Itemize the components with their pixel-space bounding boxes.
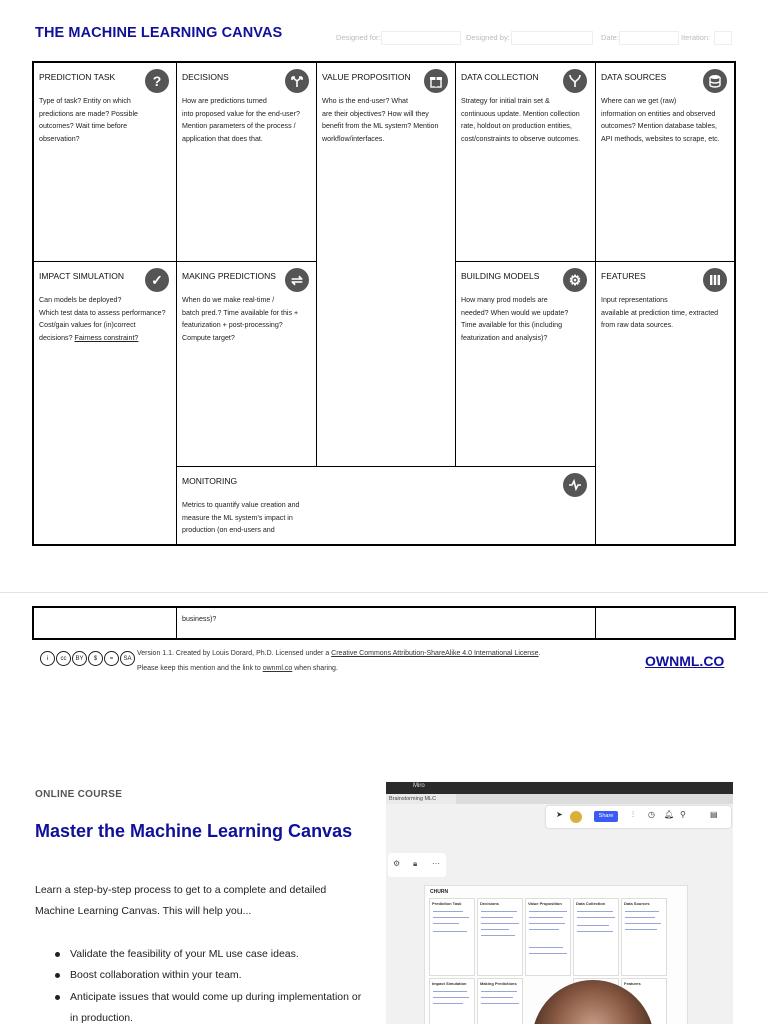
designed-for-label: Designed for: bbox=[336, 33, 381, 42]
cell-title: VALUE PROPOSITION bbox=[322, 72, 411, 82]
cc-badge: $ bbox=[88, 651, 103, 666]
cc-badge: BY bbox=[72, 651, 87, 666]
miro-titlebar bbox=[386, 782, 733, 794]
cell-body: How are predictions turned into proposed value for the end-user? Mention parameters of the process / application that does that. bbox=[182, 97, 300, 143]
iteration-field[interactable] bbox=[714, 31, 732, 45]
cell-title: IMPACT SIMULATION bbox=[39, 271, 125, 281]
board-card bbox=[477, 978, 523, 1024]
board-card-title: Impact Simulation bbox=[432, 981, 467, 986]
notes-icon: ▤ bbox=[710, 810, 718, 819]
board-card bbox=[621, 898, 667, 976]
board-card-title: Features bbox=[624, 981, 641, 986]
grid-line bbox=[176, 608, 177, 638]
cell-body: Type of task? Entity on which predictions are made? Possible outcomes? Wait time before observation? bbox=[39, 97, 138, 143]
board-card bbox=[573, 898, 619, 976]
timer-icon: ◷ bbox=[648, 810, 655, 819]
board-card bbox=[477, 898, 523, 976]
license-text: when sharing. bbox=[292, 665, 338, 672]
cell-building-models bbox=[456, 262, 595, 466]
cell-body: How many prod models are needed? When would we update? Time available for this (including featurization and analysis)? bbox=[461, 296, 569, 342]
cell-body: Metrics to quantify value creation and measure the ML system’s impact in production (on end-users and bbox=[182, 501, 300, 535]
license-text: Please keep this mention and the link to bbox=[137, 665, 263, 672]
board-card-title: Prediction Task bbox=[432, 901, 462, 906]
list-item: Validate the feasibility of your ML use case ideas. bbox=[52, 944, 362, 965]
license-line-1 bbox=[137, 650, 541, 657]
board-card-title: Data Collection bbox=[576, 901, 606, 906]
cell-title: DATA COLLECTION bbox=[461, 72, 539, 82]
license-text: . bbox=[538, 650, 541, 657]
cell-title: PREDICTION TASK bbox=[39, 72, 116, 82]
canvas-continuation bbox=[32, 606, 736, 640]
cc-badge: i bbox=[40, 651, 55, 666]
board-card-title: Value Proposition bbox=[528, 901, 562, 906]
more-icon: ⋯ bbox=[432, 859, 440, 868]
iteration-label: Iteration: bbox=[681, 33, 711, 42]
date-label: Date: bbox=[601, 33, 619, 42]
board-card-title: Decisions bbox=[480, 901, 499, 906]
cell-body: Where can we get (raw) information on entities and observed outcomes? Mention database tables, API methods, websites to scrape, etc. bbox=[601, 97, 720, 143]
question-icon: ? bbox=[145, 69, 169, 93]
monitoring-continuation-text: business)? bbox=[182, 615, 217, 623]
board-card bbox=[429, 898, 475, 976]
miro-left-tools bbox=[388, 853, 446, 877]
cell-data-collection bbox=[456, 63, 595, 261]
cell-title: DATA SOURCES bbox=[601, 72, 667, 82]
avatar bbox=[570, 811, 582, 823]
board-card-title: Making Predictions bbox=[480, 981, 517, 986]
cc-license-badges bbox=[40, 651, 135, 666]
cell-body: Who is the end-user? What are their objectives? How will they benefit from the ML system? Mention workflow/interfaces. bbox=[322, 97, 439, 143]
cursor-icon: ➤ bbox=[556, 810, 563, 819]
cell-data-sources bbox=[596, 63, 734, 261]
cell-making-predictions bbox=[177, 262, 316, 466]
cell-title: DECISIONS bbox=[182, 72, 229, 82]
course-benefits-list bbox=[52, 944, 362, 1030]
board-card-title: Data Sources bbox=[624, 901, 650, 906]
lock-icon: 🔒︎ bbox=[413, 859, 418, 868]
cell-title: FEATURES bbox=[601, 271, 646, 281]
ownml-brand-link[interactable]: OWNML.CO bbox=[645, 653, 725, 669]
cc-badge: cc bbox=[56, 651, 71, 666]
list-item: Anticipate issues that would come up during implementation or in production. bbox=[52, 987, 362, 1030]
share-button: Share bbox=[594, 811, 618, 822]
cell-title: MONITORING bbox=[182, 476, 238, 486]
course-title: Master the Machine Learning Canvas bbox=[35, 821, 353, 841]
merge-icon bbox=[563, 69, 587, 93]
ownml-link[interactable]: ownml.co bbox=[262, 665, 293, 672]
cell-body bbox=[39, 294, 166, 344]
columns-icon bbox=[703, 268, 727, 292]
cc-badge: SA bbox=[120, 651, 135, 666]
cell-body: When do we make real-time / batch pred.? Time available for this + featurization + post-processing? Compute target? bbox=[182, 296, 299, 342]
exchange-icon: ⇌ bbox=[285, 268, 309, 292]
designed-by-label: Designed by: bbox=[466, 33, 510, 42]
check-icon: ✓ bbox=[145, 268, 169, 292]
designed-for-field[interactable] bbox=[381, 31, 461, 45]
board-card bbox=[429, 978, 475, 1024]
gear-icon: ⚙ bbox=[563, 268, 587, 292]
heartbeat-icon bbox=[563, 473, 587, 497]
gift-icon bbox=[424, 69, 448, 93]
database-icon bbox=[703, 69, 727, 93]
cell-body: Input representations available at prediction time, extracted from raw data sources. bbox=[601, 296, 719, 330]
decision-split-icon bbox=[285, 69, 309, 93]
gear-icon: ⚙ bbox=[393, 859, 401, 868]
search-icon: ⚲ bbox=[680, 810, 686, 819]
license-text: Version 1.1. Created by Louis Dorard, Ph.D. Licensed under a bbox=[137, 650, 332, 657]
grid-line bbox=[595, 608, 596, 638]
board-card bbox=[525, 898, 571, 976]
cell-value-proposition bbox=[317, 63, 455, 466]
impact-text: Can models be deployed? Which test data to assess performance? Cost/gain values for (in)correct decisions? bbox=[39, 296, 166, 342]
course-kicker: ONLINE COURSE bbox=[35, 789, 123, 800]
cell-features bbox=[596, 262, 734, 544]
miro-tab: Brainstorming MLC bbox=[386, 794, 456, 804]
page-separator bbox=[0, 592, 768, 593]
miro-toolbar bbox=[546, 806, 731, 828]
list-item: Boost collaboration within your team. bbox=[52, 965, 362, 986]
license-line-2 bbox=[137, 665, 338, 672]
fairness-link[interactable]: Fairness constraint? bbox=[74, 333, 139, 342]
cell-title: BUILDING MODELS bbox=[461, 271, 540, 281]
miro-app-name: Miro bbox=[413, 783, 425, 789]
course-intro: Learn a step-by-step process to get to a complete and detailed Machine Learning Canvas. This will help you... bbox=[35, 884, 327, 917]
ml-canvas-grid bbox=[32, 61, 736, 546]
cell-impact-simulation bbox=[34, 262, 176, 544]
designed-by-field[interactable] bbox=[511, 31, 593, 45]
cell-title: MAKING PREDICTIONS bbox=[182, 271, 276, 281]
miro-board-screenshot bbox=[386, 782, 733, 1024]
cell-body: Strategy for initial train set & continuous update. Mention collection rate, holdout on production entities, cost/constraints to observe outcomes. bbox=[461, 97, 581, 143]
date-field[interactable] bbox=[619, 31, 679, 45]
cell-monitoring bbox=[177, 467, 595, 544]
board-title: CHURN bbox=[430, 889, 449, 895]
cell-prediction-task bbox=[34, 63, 176, 261]
cell-decisions bbox=[177, 63, 316, 261]
canvas-title: THE MACHINE LEARNING CANVAS bbox=[35, 25, 283, 41]
bell-icon: 🔔︎ bbox=[664, 810, 675, 819]
settings-icon: ⫶ bbox=[632, 810, 634, 819]
cc-license-link[interactable]: Creative Commons Attribution-ShareAlike 4.0 International License bbox=[331, 650, 539, 657]
cc-badge: = bbox=[104, 651, 119, 666]
